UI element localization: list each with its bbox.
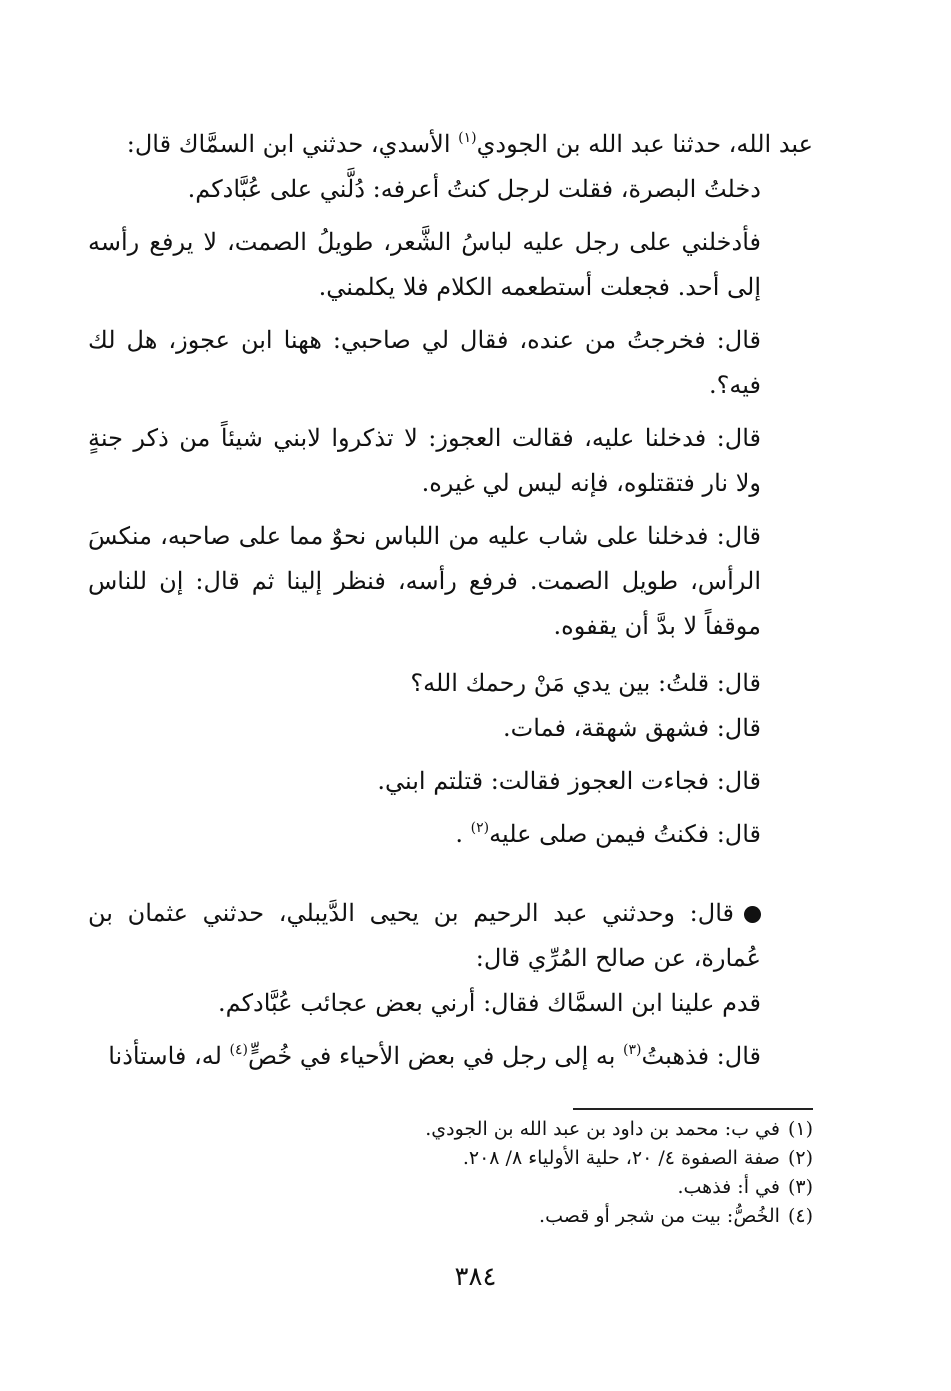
footnote-text: في ب: محمد بن داود بن عبد الله بن الجودي.: [425, 1118, 780, 1140]
paragraph-3: فأدخلني على رجل عليه لباسُ الشَّعر، طويلُ الصمت، لا يرفع رأسه إلى أحد. فجعلت أستطعمه الكلام فلا يكلمني.: [88, 228, 761, 301]
paragraph-10: [88, 812, 813, 857]
paragraph-11-text: قال: وحدثني عبد الرحيم بن يحيى الدَّيبلي، حدثني عثمان بن عُمارة، عن صالح المُرِّي قال:: [88, 899, 761, 972]
footnote-ref-1[interactable]: (١): [458, 130, 477, 146]
footnote-4: [88, 1202, 813, 1231]
paragraph-13: [88, 1034, 813, 1079]
footnote-2: [88, 1144, 813, 1173]
footnote-text: الخُصُّ: بيت من شجر أو قصب.: [539, 1205, 780, 1227]
paragraph-13-text-b: به إلى رجل في بعض الأحياء في خُصٍّ: [248, 1042, 624, 1070]
paragraph-10-text-b: .: [455, 820, 471, 848]
footnotes: [88, 1115, 813, 1231]
paragraph-6: قال: فدخلنا على شاب عليه من اللباس نحوٌ مما على صاحبه، منكسَ الرأس، طويل الصمت. فرفع رأسه، فنظر إلينا ثم قال: إن للناس موقفاً لا بدَّ أن يقفوه.: [88, 522, 761, 640]
paragraph-8: قال: فشهق شهقة، فمات.: [503, 714, 761, 742]
footnote-text: صفة الصفوة ٤/ ٢٠، حلية الأولياء ٨/ ٢٠٨.: [462, 1147, 780, 1169]
bullet-icon: [744, 906, 761, 923]
paragraph-5: قال: فدخلنا عليه، فقالت العجوز: لا تذكروا لابني شيئاً من ذكر جنةٍ ولا نار فتقتلوه، فإنه ليس لي غيره.: [88, 424, 761, 497]
paragraph-7: قال: قلتُ: بين يدي مَنْ رحمك الله؟: [410, 669, 761, 697]
footnote-number: (٢): [787, 1147, 813, 1169]
paragraph-4: قال: فخرجتُ من عنده، فقال لي صاحبي: ههنا ابن عجوز، هل لك فيه؟.: [88, 326, 761, 399]
paragraph-13-text-a: قال: فذهبتُ: [641, 1042, 761, 1070]
footnote-ref-2[interactable]: (٢): [470, 820, 490, 836]
paragraph-11: [88, 891, 813, 981]
page-body: [88, 122, 813, 1079]
footnote-number: (١): [787, 1118, 813, 1140]
paragraph-9: قال: فجاءت العجوز فقالت: قتلتم ابني.: [377, 767, 761, 795]
paragraph-12: قدم علينا ابن السمَّاك فقال: أرني بعض عجائب عُبَّادكم.: [217, 989, 761, 1017]
paragraph-1-text-b: الأسدي، حدثني ابن السمَّاك قال:: [126, 130, 459, 158]
paragraph-10-text-a: قال: فكنتُ فيمن صلى عليه: [489, 820, 761, 848]
footnote-number: (٤): [787, 1205, 813, 1227]
footnote-1: [88, 1115, 813, 1144]
footnote-ref-3[interactable]: (٣): [623, 1042, 642, 1058]
footnote-text: في أ: فذهب.: [677, 1176, 780, 1198]
footnote-ref-4[interactable]: (٤): [229, 1042, 248, 1058]
paragraph-13-text-c: له، فاستأذنا: [108, 1042, 230, 1070]
footnote-separator: [573, 1108, 813, 1110]
paragraph-1-text-a: عبد الله، حدثنا عبد الله بن الجودي: [476, 130, 813, 158]
page-number: ٣٨٤: [454, 1262, 497, 1292]
footnote-number: (٣): [787, 1176, 813, 1198]
paragraph-2: دخلتُ البصرة، فقلت لرجل كنتُ أعرفه: دُلَّني على عُبَّادكم.: [187, 175, 761, 203]
footnote-3: [88, 1173, 813, 1202]
paragraph-1: [88, 122, 813, 167]
